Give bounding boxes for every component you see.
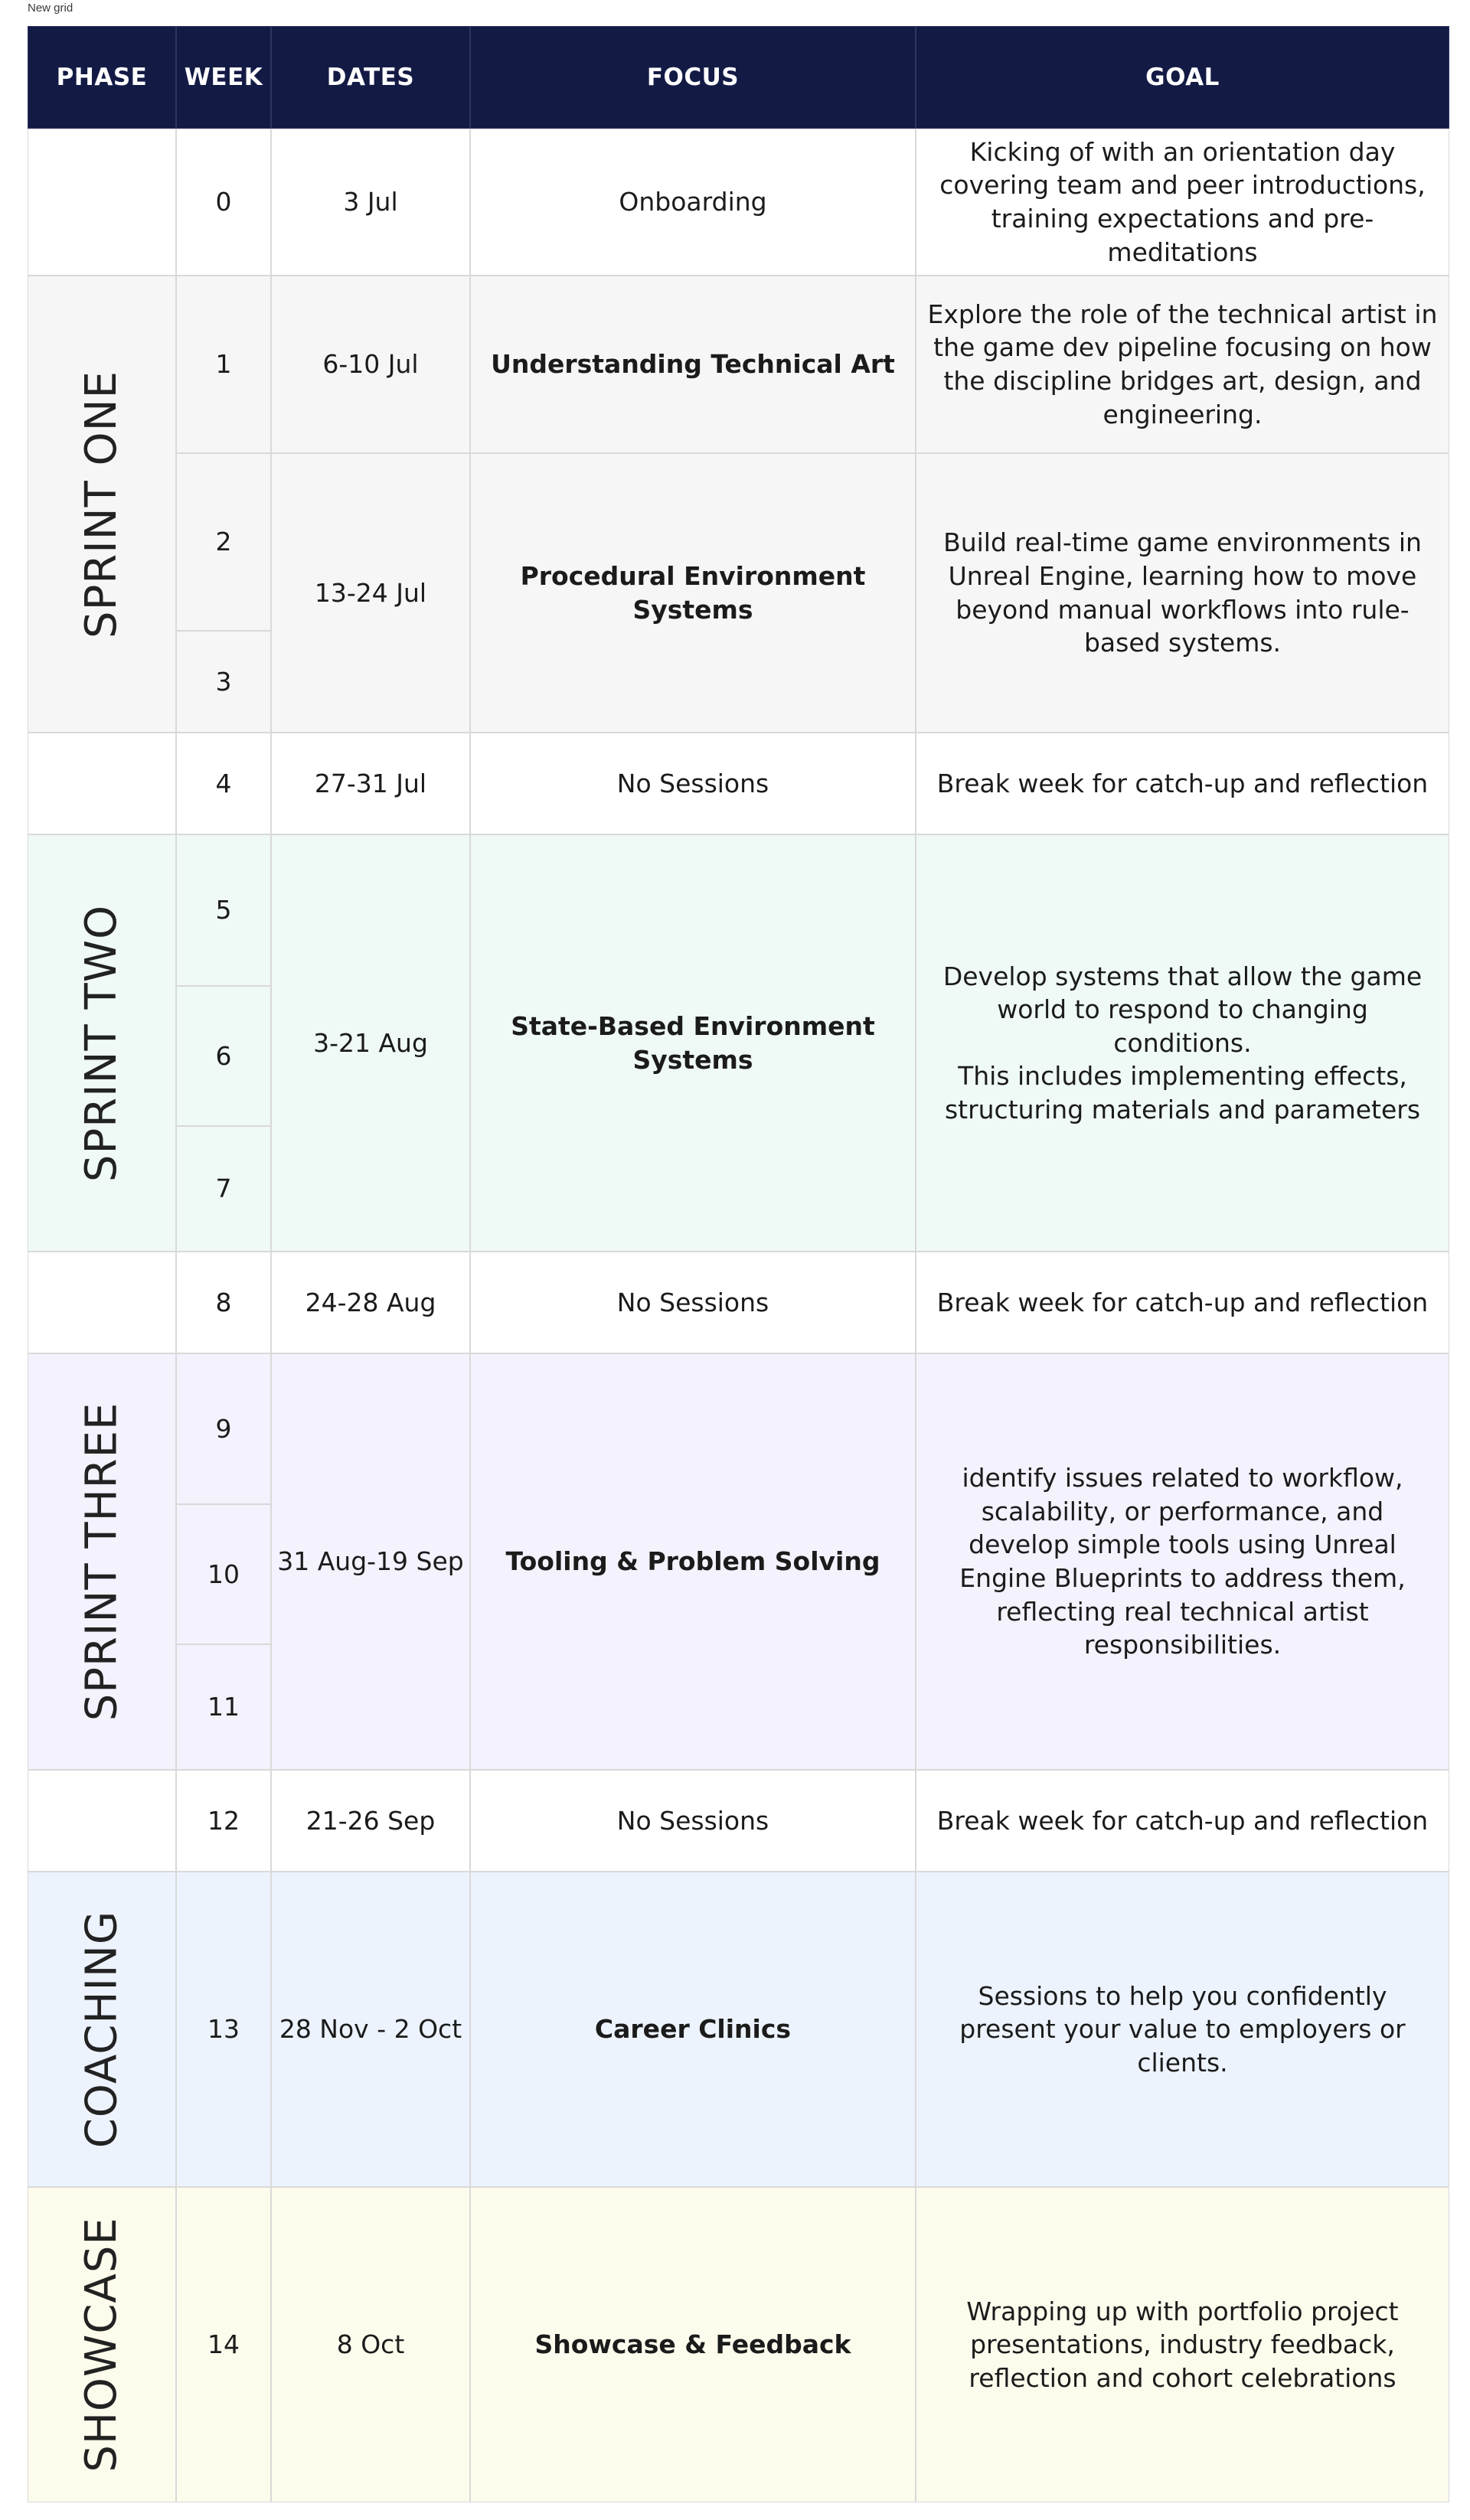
goal-cell: Build real-time game environments in Unreal Engine, learning how to move beyond manual workflows into rule-based systems. — [916, 453, 1449, 733]
week-cell: 6 — [176, 986, 271, 1126]
dates-cell: 6-10 Jul — [271, 276, 470, 453]
dates-cell: 21-26 Sep — [271, 1770, 470, 1872]
week-cell: 4 — [176, 733, 271, 834]
phase-cell-empty — [28, 129, 176, 276]
header-goal: GOAL — [916, 26, 1449, 129]
week-cell: 5 — [176, 834, 271, 986]
goal-cell: Break week for catch-up and reflection — [916, 1252, 1449, 1353]
header-focus: FOCUS — [470, 26, 916, 129]
week-cell: 3 — [176, 631, 271, 733]
dates-cell: 3 Jul — [271, 129, 470, 276]
phase-cell-empty — [28, 733, 176, 834]
phase-label: SPRINT ONE — [77, 370, 127, 638]
phase-label: COACHING — [77, 1910, 127, 2149]
week-cell: 11 — [176, 1644, 271, 1770]
week-cell: 1 — [176, 276, 271, 453]
phase-cell-coaching — [28, 1872, 176, 2187]
week-cell: 14 — [176, 2187, 271, 2502]
header-phase: PHASE — [28, 26, 176, 129]
week-cell: 13 — [176, 1872, 271, 2187]
week-cell: 8 — [176, 1252, 271, 1353]
focus-cell: Procedural Environment Systems — [470, 453, 916, 733]
frame-label: New grid — [28, 2, 74, 15]
goal-cell: Wrapping up with portfolio project presentations, industry feedback, reflection and cohort celebrations — [916, 2187, 1449, 2502]
week-cell: 2 — [176, 453, 271, 631]
phase-label: SHOWCASE — [77, 2217, 127, 2473]
phase-cell-showcase — [28, 2187, 176, 2502]
focus-cell: No Sessions — [470, 1770, 916, 1872]
week-cell: 0 — [176, 129, 271, 276]
goal-cell: Explore the role of the technical artist in the game dev pipeline focusing on how the discipline bridges art, design, and engineering. — [916, 276, 1449, 453]
goal-cell: Break week for catch-up and reflection — [916, 733, 1449, 834]
goal-text: This includes implementing effects, structuring materials and parameters — [944, 1061, 1421, 1125]
goal-cell: Sessions to help you confidently present your value to employers or clients. — [916, 1872, 1449, 2187]
dates-cell: 8 Oct — [271, 2187, 470, 2502]
dates-cell: 13-24 Jul — [271, 453, 470, 733]
goal-cell: identify issues related to workflow, scalability, or performance, and develop simple tools using Unreal Engine Blueprints to address them, reflecting real technical artist responsibilities. — [916, 1353, 1449, 1770]
dates-cell: 27-31 Jul — [271, 733, 470, 834]
goal-text: Develop systems that allow the game world to respond to changing conditions. — [942, 961, 1423, 1058]
focus-cell: Onboarding — [470, 129, 916, 276]
header-dates: DATES — [271, 26, 470, 129]
dates-cell: 28 Nov - 2 Oct — [271, 1872, 470, 2187]
goal-cell — [916, 834, 1449, 1252]
week-cell: 12 — [176, 1770, 271, 1872]
phase-cell-empty — [28, 1252, 176, 1353]
week-cell: 7 — [176, 1126, 271, 1252]
phase-cell-sprint-two — [28, 834, 176, 1252]
phase-cell-empty — [28, 1770, 176, 1872]
focus-cell: No Sessions — [470, 733, 916, 834]
phase-label: SPRINT THREE — [77, 1402, 127, 1722]
dates-cell: 24-28 Aug — [271, 1252, 470, 1353]
phase-cell-sprint-three — [28, 1353, 176, 1770]
focus-cell: Career Clinics — [470, 1872, 916, 2187]
header-week: WEEK — [176, 26, 271, 129]
phase-cell-sprint-one — [28, 276, 176, 733]
dates-cell: 3-21 Aug — [271, 834, 470, 1252]
goal-cell: Kicking of with an orientation day covering team and peer introductions, training expectations and pre-meditations — [916, 129, 1449, 276]
focus-cell: No Sessions — [470, 1252, 916, 1353]
week-cell: 9 — [176, 1353, 271, 1504]
goal-cell: Break week for catch-up and reflection — [916, 1770, 1449, 1872]
week-cell: 10 — [176, 1504, 271, 1644]
dates-cell: 31 Aug-19 Sep — [271, 1353, 470, 1770]
focus-cell: State-Based Environment Systems — [470, 834, 916, 1252]
focus-cell: Understanding Technical Art — [470, 276, 916, 453]
focus-cell: Tooling & Problem Solving — [470, 1353, 916, 1770]
phase-label: SPRINT TWO — [77, 904, 127, 1182]
focus-cell: Showcase & Feedback — [470, 2187, 916, 2502]
schedule-grid — [28, 26, 1449, 2502]
